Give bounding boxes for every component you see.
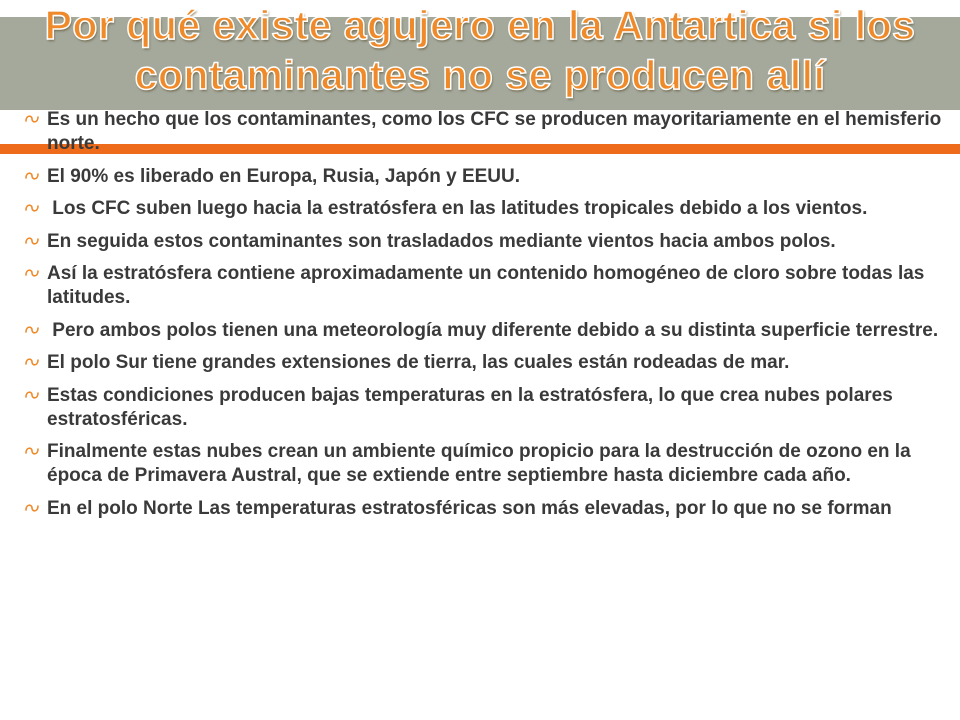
swirl-bullet-icon <box>24 323 40 337</box>
slide-title: Por qué existe agujero en la Antartica si los contaminantes no se producen allí <box>44 2 916 98</box>
swirl-bullet-icon <box>24 444 40 458</box>
bullet-item <box>24 262 944 310</box>
bullet-item <box>24 165 944 189</box>
bullet-item <box>24 384 944 432</box>
bullet-text: Es un hecho que los contaminantes, como los CFC se producen mayoritariamente en el hemisferio norte. <box>47 109 947 154</box>
bullet-text: En el polo Norte Las temperaturas estratosféricas son más elevadas, por lo que no se forman <box>47 497 892 519</box>
bullet-text: Así la estratósfera contiene aproximadamente un contenido homogéneo de cloro sobre todas las latitudes. <box>47 263 930 308</box>
bullet-item <box>24 108 947 156</box>
swirl-bullet-icon <box>24 501 40 515</box>
swirl-bullet-icon <box>24 112 40 126</box>
swirl-bullet-icon <box>24 169 40 183</box>
bullet-text: Estas condiciones producen bajas temperaturas en la estratósfera, lo que crea nubes polares estratosféricas. <box>47 384 899 430</box>
swirl-bullet-icon <box>24 355 40 369</box>
bullet-text: En seguida estos contaminantes son trasladados mediante vientos hacia ambos polos. <box>47 230 836 252</box>
bullet-item <box>24 319 944 343</box>
bullet-item <box>24 440 944 488</box>
bullet-item <box>24 497 944 521</box>
bullet-item <box>24 230 944 254</box>
swirl-bullet-icon <box>24 201 40 215</box>
swirl-bullet-icon <box>24 388 40 402</box>
swirl-bullet-icon <box>24 266 40 280</box>
bullet-text: El 90% es liberado en Europa, Rusia, Japón y EEUU. <box>47 165 521 187</box>
bullet-text: Los CFC suben luego hacia la estratósfera en las latitudes tropicales debido a los vientos. <box>47 198 868 219</box>
bullet-text: Finalmente estas nubes crean un ambiente químico propicio para la destrucción de ozono en la época de Primavera Austral, que se extiende entre septiembre hasta diciembre cada año. <box>47 441 916 486</box>
bullet-item <box>24 197 944 221</box>
bullet-list <box>24 108 947 529</box>
swirl-bullet-icon <box>24 234 40 248</box>
bullet-text: El polo Sur tiene grandes extensiones de tierra, las cuales están rodeadas de mar. <box>47 352 790 373</box>
bullet-item <box>24 351 944 375</box>
bullet-text: Pero ambos polos tienen una meteorología muy diferente debido a su distinta superficie terrestre. <box>47 319 939 341</box>
